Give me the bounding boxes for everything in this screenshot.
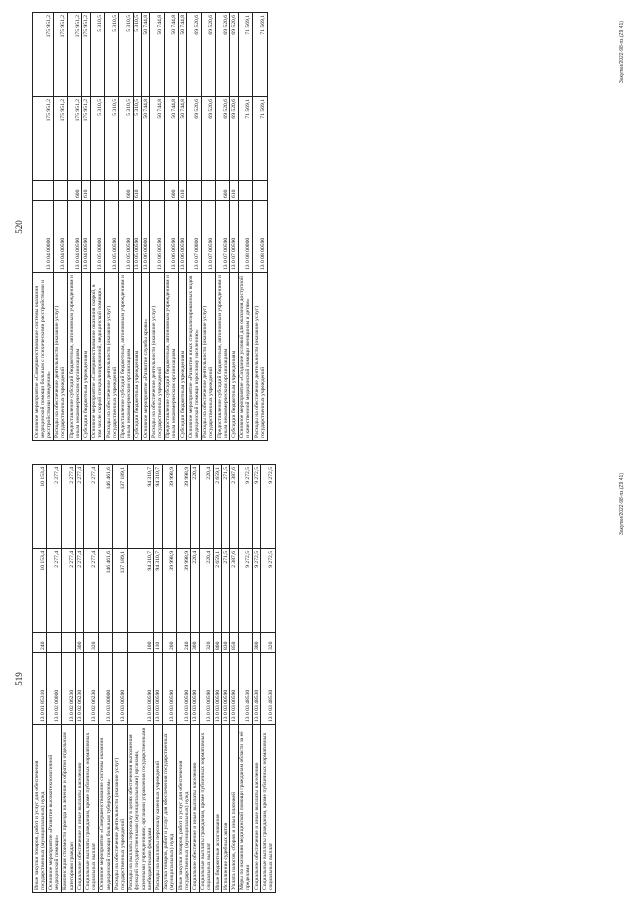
row-expense-type: 240 — [33, 633, 47, 653]
row-amount-2: 69 520,6 — [216, 13, 230, 97]
table-row — [253, 465, 261, 893]
row-name: Расходы на выплаты персоналу в целях обеспечения выполнения функций государственными (муниципальными) органами, казенными учреждениями, органами управления государственными внебюджетными фондами — [127, 725, 154, 893]
table-row — [179, 13, 187, 441]
row-amount-2: 220,4 — [191, 465, 199, 549]
row-code: 13 0 07 00590 — [230, 201, 238, 273]
row-name: Расходы на обеспечение деятельности (оказание услуг) государственных учреждений — [150, 273, 164, 441]
row-code: 13 0 02 00000 — [47, 653, 61, 725]
row-expense-type: 600 — [68, 181, 82, 201]
row-code: 13 0 03 00590 — [127, 653, 154, 725]
row-amount-2: 271,5 — [222, 465, 230, 549]
row-amount-2: 69 520,6 — [187, 13, 201, 97]
row-name: Расходы на обеспечение деятельности (оказание услуг) государственных учреждений — [105, 273, 119, 441]
row-amount-1: 2 277,4 — [84, 549, 98, 633]
row-amount-2: 2 659,1 — [214, 465, 222, 549]
table-row — [47, 465, 61, 893]
row-expense-type — [142, 181, 150, 201]
row-name: Расходы на обеспечение деятельности (оказание услуг) государственных учреждений — [253, 273, 267, 441]
table-row — [191, 465, 199, 893]
table-row — [222, 465, 230, 893]
row-expense-type: 110 — [154, 633, 162, 653]
row-amount-1: 94 310,7 — [127, 549, 154, 633]
row-amount-1: 220,4 — [191, 549, 199, 633]
table-row — [119, 13, 133, 441]
row-code: 13 0 03 48530 — [238, 653, 252, 725]
row-code: 13 0 03 00000 — [98, 653, 112, 725]
page-number: 520 — [14, 220, 24, 234]
row-amount-1: 9 272,5 — [253, 549, 261, 633]
row-amount-1: 137 189,1 — [113, 549, 127, 633]
row-amount-1: 69 520,6 — [187, 97, 201, 181]
table-body — [33, 13, 268, 441]
row-amount-2: 10 153,4 — [33, 465, 47, 549]
table-row — [133, 13, 141, 441]
row-expense-type: 600 — [119, 181, 133, 201]
table-row — [261, 465, 275, 893]
row-code: 13 0 07 00590 — [201, 201, 215, 273]
row-expense-type: 610 — [179, 181, 187, 201]
row-amount-1: 175 951,2 — [53, 97, 67, 181]
row-code: 13 0 01 85310 — [33, 653, 47, 725]
row-expense-type: 830 — [222, 633, 230, 653]
table-row — [201, 13, 215, 441]
row-code: 13 0 03 48530 — [253, 653, 261, 725]
row-expense-type — [238, 181, 252, 201]
row-amount-2: 2 277,4 — [84, 465, 98, 549]
row-amount-1: 220,4 — [199, 549, 213, 633]
row-amount-2: 2 277,4 — [76, 465, 84, 549]
row-expense-type — [253, 181, 267, 201]
row-amount-1: 2 277,4 — [76, 549, 84, 633]
row-amount-1: 10 153,4 — [33, 549, 47, 633]
row-name: Субсидии бюджетным учреждениям — [179, 273, 187, 441]
table-row — [214, 465, 222, 893]
row-name: Исполнение судебных актов — [222, 725, 230, 893]
row-name: Основное мероприятие «Создание условий для оказания доступной и качественной медицинской помощи женщинам и детям» — [238, 273, 252, 441]
table-row — [84, 465, 98, 893]
table-row — [90, 13, 104, 441]
row-name: Компенсация стоимости проезда на лечение и обратно отдельным категориям граждан — [61, 725, 75, 893]
row-amount-1: 2 277,4 — [61, 549, 75, 633]
footer-stamp: Закупки/2022-98-пз.(Z9 41) — [619, 21, 625, 84]
table-row — [150, 13, 164, 441]
row-code: 13 0 05 00590 — [119, 201, 133, 273]
table-row — [154, 465, 162, 893]
row-amount-1: 71 569,1 — [253, 97, 267, 181]
row-expense-type: 240 — [177, 633, 191, 653]
table-row — [216, 13, 230, 441]
row-amount-1: 71 569,1 — [238, 97, 252, 181]
row-expense-type: 300 — [191, 633, 199, 653]
row-amount-2: 5 310,5 — [119, 13, 133, 97]
row-code: 13 0 07 00590 — [216, 201, 230, 273]
table-body — [33, 465, 276, 893]
row-expense-type — [53, 181, 67, 201]
row-code: 13 0 05 00590 — [105, 201, 119, 273]
row-name: Расходы на обеспечение деятельности (оказание услуг) государственных учреждений — [113, 725, 127, 893]
row-amount-1: 9 272,5 — [261, 549, 275, 633]
row-expense-type — [238, 633, 252, 653]
row-expense-type — [113, 633, 127, 653]
row-expense-type: 100 — [127, 633, 154, 653]
row-amount-2: 175 951,2 — [68, 13, 82, 97]
row-code: 13 0 03 00590 — [177, 653, 191, 725]
row-name: Социальные выплаты гражданам, кроме публичных нормативных социальных выплат — [261, 725, 275, 893]
row-name: Основное мероприятие «Совершенствование оказания скорой, в том числе скорой специализированной, медицинской помощи» — [90, 273, 104, 441]
table-row — [113, 465, 127, 893]
row-expense-type: 610 — [82, 181, 90, 201]
row-expense-type: 300 — [76, 633, 84, 653]
row-code: 13 0 04 00000 — [33, 201, 54, 273]
row-code: 13 0 03 00590 — [191, 653, 199, 725]
row-amount-2: 71 569,1 — [253, 13, 267, 97]
row-amount-2: 9 272,5 — [261, 465, 275, 549]
row-code: 13 0 03 48530 — [261, 653, 275, 725]
row-amount-2: 2 387,6 — [230, 465, 238, 549]
row-name: Меры по оказанию медицинской помощи гражданам области за её пределами — [238, 725, 252, 893]
row-expense-type: 800 — [214, 633, 222, 653]
row-amount-2: 69 520,6 — [201, 13, 215, 97]
row-expense-type — [201, 181, 215, 201]
row-code: 13 0 05 00000 — [90, 201, 104, 273]
table-row — [199, 465, 213, 893]
row-code: 13 0 07 00000 — [187, 201, 201, 273]
row-name: Социальное обеспечение и иные выплаты населению — [253, 725, 261, 893]
left-page — [0, 453, 639, 905]
table-row — [68, 13, 82, 441]
footer-stamp: Закупки/2022-98-пз.(Z9 41) — [619, 473, 625, 536]
row-amount-2: 50 744,8 — [179, 13, 187, 97]
row-amount-1: 2 277,4 — [47, 549, 61, 633]
row-code: 13 0 08 00000 — [238, 201, 252, 273]
row-amount-1: 39 998,9 — [162, 549, 176, 633]
row-name: Предоставление субсидий бюджетным, автономным учреждениям и иным некоммерческим организациям — [119, 273, 133, 441]
row-expense-type — [47, 633, 61, 653]
row-expense-type — [61, 633, 75, 653]
row-amount-1: 69 520,6 — [230, 97, 238, 181]
row-amount-1: 50 744,8 — [142, 97, 150, 181]
row-expense-type: 200 — [162, 633, 176, 653]
row-amount-1: 50 744,8 — [150, 97, 164, 181]
row-amount-1: 175 951,2 — [82, 97, 90, 181]
row-amount-1: 69 520,6 — [201, 97, 215, 181]
row-name: Иные закупки товаров, работ и услуг для обеспечения государственных (муниципальных) нужд — [177, 725, 191, 893]
row-expense-type: 300 — [253, 633, 261, 653]
row-code: 13 0 03 00590 — [113, 653, 127, 725]
row-expense-type — [187, 181, 201, 201]
row-code: 13 0 04 00590 — [68, 201, 82, 273]
table-row — [238, 465, 252, 893]
row-amount-1: 5 310,5 — [90, 97, 104, 181]
row-amount-2: 50 744,8 — [150, 13, 164, 97]
row-code: 13 0 06 00590 — [179, 201, 187, 273]
row-expense-type: 610 — [133, 181, 141, 201]
table-row — [177, 465, 191, 893]
row-amount-2: 69 520,6 — [230, 13, 238, 97]
row-code: 13 0 04 00590 — [53, 201, 67, 273]
row-expense-type — [90, 181, 104, 201]
row-code: 13 0 03 00590 — [154, 653, 162, 725]
row-amount-2: 5 310,5 — [133, 13, 141, 97]
row-amount-1: 5 310,5 — [119, 97, 133, 181]
row-name: Основное мероприятие «Совершенствование системы оказания медицинской помощи больным с психическими расстройствами и расстройствами поведения» — [33, 273, 54, 441]
row-amount-1: 39 998,9 — [177, 549, 191, 633]
row-code: 13 0 06 00590 — [164, 201, 178, 273]
row-code: 13 0 02 06230 — [61, 653, 75, 725]
row-amount-2: 175 951,2 — [53, 13, 67, 97]
row-name: Основное мероприятие «Развитие службы крови» — [142, 273, 150, 441]
budget-table — [32, 12, 268, 441]
table-row — [142, 13, 150, 441]
row-amount-1: 69 520,6 — [216, 97, 230, 181]
row-amount-2: 50 744,8 — [164, 13, 178, 97]
row-name: Социальное обеспечение и иные выплаты населению — [191, 725, 199, 893]
row-code: 13 0 03 00590 — [230, 653, 238, 725]
row-name: Социальные выплаты гражданам, кроме публичных нормативных социальных выплат — [199, 725, 213, 893]
row-expense-type: 610 — [230, 181, 238, 201]
row-code: 13 0 08 00590 — [253, 201, 267, 273]
row-name: Субсидии бюджетным учреждениям — [133, 273, 141, 441]
row-name: Основное мероприятие «Развитие высокотехнологичной медицинской помощи» — [47, 725, 61, 893]
row-expense-type: 320 — [261, 633, 275, 653]
row-code: 13 0 06 00000 — [142, 201, 150, 273]
row-amount-2: 2 277,4 — [47, 465, 61, 549]
table-row — [33, 465, 47, 893]
row-amount-1: 9 272,5 — [238, 549, 252, 633]
row-amount-1: 175 951,2 — [68, 97, 82, 181]
row-amount-2: 9 272,5 — [253, 465, 261, 549]
row-name: Расходы на обеспечение деятельности (оказание услуг) государственных учреждений — [201, 273, 215, 441]
row-name: Иные бюджетные ассигнования — [214, 725, 222, 893]
row-name: Социальные выплаты гражданам, кроме публичных нормативных социальных выплат — [84, 725, 98, 893]
row-amount-2: 220,4 — [199, 465, 213, 549]
row-name: Предоставление субсидий бюджетным, автономным учреждениям и иным некоммерческим организациям — [216, 273, 230, 441]
row-amount-1: 50 744,8 — [164, 97, 178, 181]
row-expense-type: 600 — [216, 181, 230, 201]
table-row — [253, 13, 267, 441]
budget-table — [32, 464, 276, 893]
table-row — [76, 465, 84, 893]
row-amount-1: 50 744,8 — [179, 97, 187, 181]
table-row — [98, 465, 112, 893]
row-expense-type — [105, 181, 119, 201]
row-amount-1: 2 659,1 — [214, 549, 222, 633]
row-amount-2: 39 998,9 — [177, 465, 191, 549]
table-row — [230, 465, 238, 893]
row-code: 13 0 03 00590 — [199, 653, 213, 725]
table-row — [162, 465, 176, 893]
row-amount-1: 146 461,6 — [98, 549, 112, 633]
row-amount-1: 5 310,5 — [133, 97, 141, 181]
row-amount-2: 94 310,7 — [154, 465, 162, 549]
row-amount-2: 175 951,2 — [82, 13, 90, 97]
row-name: Основное мероприятие «Совершенствование системы оказания медицинской помощи больным туберкулезом» — [98, 725, 112, 893]
table-row — [61, 465, 75, 893]
row-code: 13 0 03 00590 — [162, 653, 176, 725]
row-expense-type: 850 — [230, 633, 238, 653]
row-amount-1: 94 310,7 — [154, 549, 162, 633]
row-code: 13 0 06 00590 — [150, 201, 164, 273]
row-name: Уплата налогов, сборов и иных платежей — [230, 725, 238, 893]
row-code: 13 0 02 06230 — [76, 653, 84, 725]
table-row — [187, 13, 201, 441]
row-code: 13 0 04 00590 — [82, 201, 90, 273]
row-name: Расходы на обеспечение деятельности (оказание услуг) государственных учреждений — [53, 273, 67, 441]
table-row — [127, 465, 154, 893]
row-amount-2: 94 310,7 — [127, 465, 154, 549]
row-amount-2: 9 272,5 — [238, 465, 252, 549]
row-amount-1: 271,5 — [222, 549, 230, 633]
table-row — [238, 13, 252, 441]
row-expense-type — [150, 181, 164, 201]
row-code: 13 0 03 00590 — [222, 653, 230, 725]
table-row — [105, 13, 119, 441]
table-row — [164, 13, 178, 441]
row-amount-2: 50 744,8 — [142, 13, 150, 97]
right-page — [0, 1, 639, 453]
row-amount-2: 71 569,1 — [238, 13, 252, 97]
row-amount-2: 5 310,5 — [90, 13, 104, 97]
row-name: Субсидии бюджетным учреждениям — [82, 273, 90, 441]
row-expense-type: 600 — [164, 181, 178, 201]
row-name: Предоставление субсидий бюджетным, автономным учреждениям и иным некоммерческим организациям — [68, 273, 82, 441]
row-amount-2: 137 189,1 — [113, 465, 127, 549]
row-expense-type — [33, 181, 54, 201]
row-name: Социальное обеспечение и иные выплаты населению — [76, 725, 84, 893]
row-name: Закупка товаров, работ и услуг для обеспечения государственных (муниципальных) нужд — [162, 725, 176, 893]
table-row — [230, 13, 238, 441]
row-amount-2: 2 277,4 — [61, 465, 75, 549]
row-name: Иные закупки товаров, работ и услуг для обеспечения государственных (муниципальных) нужд — [33, 725, 47, 893]
row-amount-1: 2 387,6 — [230, 549, 238, 633]
table-row — [33, 13, 54, 441]
row-expense-type: 320 — [84, 633, 98, 653]
row-amount-1: 175 951,2 — [33, 97, 54, 181]
table-row — [82, 13, 90, 441]
row-amount-2: 39 998,9 — [162, 465, 176, 549]
row-code: 13 0 02 06230 — [84, 653, 98, 725]
row-name: Субсидии бюджетным учреждениям — [230, 273, 238, 441]
page-number: 519 — [14, 672, 24, 686]
row-code: 13 0 03 00590 — [214, 653, 222, 725]
table-row — [53, 13, 67, 441]
row-expense-type: 320 — [199, 633, 213, 653]
row-amount-2: 175 951,2 — [33, 13, 54, 97]
row-amount-2: 146 461,6 — [98, 465, 112, 549]
row-name: Расходы на выплаты персоналу казенных учреждений — [154, 725, 162, 893]
row-amount-2: 5 310,5 — [105, 13, 119, 97]
row-name: Основное мероприятие «Развитие иных специализированных видов медицинской помощи взрослому населению» — [187, 273, 201, 441]
row-code: 13 0 05 00590 — [133, 201, 141, 273]
row-expense-type — [98, 633, 112, 653]
row-name: Предоставление субсидий бюджетным, автономным учреждениям и иным некоммерческим организациям — [164, 273, 178, 441]
row-amount-1: 5 310,5 — [105, 97, 119, 181]
